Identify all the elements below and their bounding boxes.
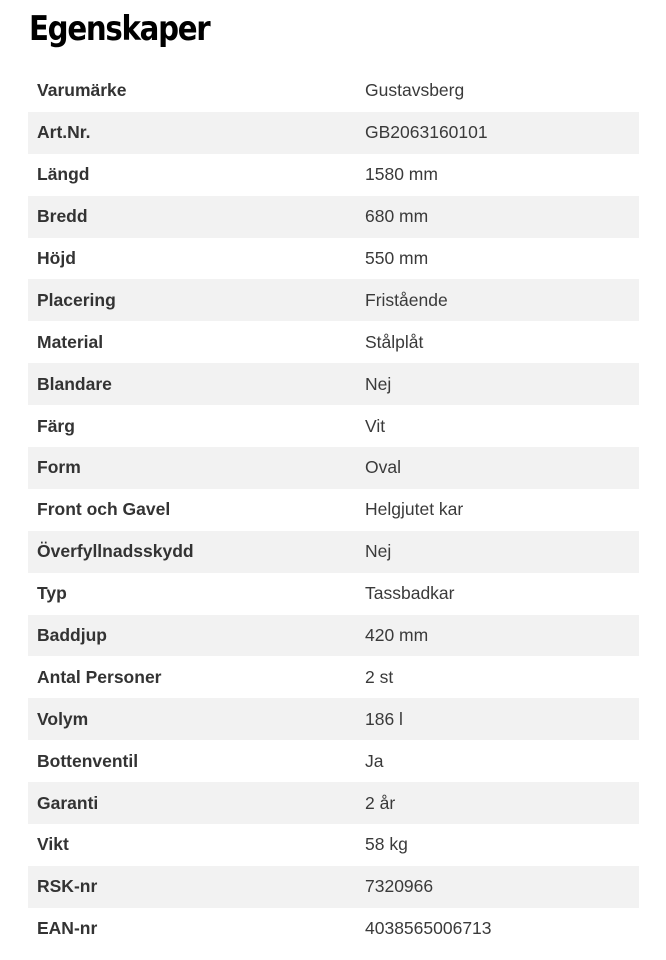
property-label: Art.Nr.	[37, 122, 91, 143]
property-value: GB2063160101	[365, 122, 488, 143]
property-label: Överfyllnadsskydd	[37, 541, 194, 562]
property-label: Höjd	[37, 248, 76, 268]
property-value: 7320966	[365, 876, 434, 897]
table-row	[28, 112, 639, 154]
property-value: Ja	[365, 750, 384, 771]
property-value: 550 mm	[365, 248, 429, 268]
property-value: Tassbadkar	[365, 583, 455, 604]
table-row	[28, 405, 639, 447]
table-row	[28, 573, 639, 615]
property-value: 1580 mm	[365, 164, 438, 185]
table-row	[28, 447, 639, 489]
property-label: Front och Gavel	[37, 499, 171, 520]
property-value: Helgjutet kar	[365, 499, 464, 520]
property-label: Material	[37, 331, 104, 352]
property-label: Form	[37, 457, 81, 478]
table-row	[28, 740, 639, 782]
property-label: Färg	[37, 415, 75, 436]
table-row	[28, 615, 639, 657]
property-label: Bottenventil	[37, 750, 139, 771]
property-value: Nej	[365, 373, 392, 394]
properties-table-body	[28, 70, 639, 950]
property-value: Oval	[365, 457, 401, 478]
table-row	[28, 782, 639, 824]
property-label: Blandare	[37, 373, 112, 394]
table-row	[28, 238, 639, 280]
property-value: 420 mm	[365, 625, 429, 646]
property-value: Gustavsberg	[365, 80, 465, 101]
table-row	[28, 489, 639, 531]
table-row	[28, 698, 639, 740]
property-label: Baddjup	[37, 625, 107, 646]
property-label: Typ	[37, 583, 67, 604]
property-value: 58 kg	[365, 834, 408, 855]
property-label: EAN-nr	[37, 918, 98, 939]
property-value: Nej	[365, 541, 392, 562]
page-title: Egenskaper	[29, 9, 210, 49]
table-row	[28, 321, 639, 363]
table-row	[28, 154, 639, 196]
table-row	[28, 531, 639, 573]
property-value: 4038565006713	[365, 918, 492, 939]
table-row	[28, 908, 639, 950]
table-row	[28, 363, 639, 405]
property-value: Vit	[365, 415, 386, 436]
properties-table	[28, 70, 639, 950]
property-value: 2 år	[365, 792, 396, 813]
property-label: Längd	[37, 164, 90, 185]
property-label: Placering	[37, 289, 116, 310]
table-row	[28, 656, 639, 698]
property-label: RSK-nr	[37, 876, 98, 897]
property-value: 186 l	[365, 708, 403, 729]
table-row	[28, 279, 639, 321]
property-label: Bredd	[37, 206, 88, 227]
property-label: Varumärke	[37, 80, 127, 101]
property-value: Fristående	[365, 289, 448, 310]
table-row	[28, 196, 639, 238]
table-row	[28, 824, 639, 866]
property-label: Garanti	[37, 792, 99, 813]
property-label: Volym	[37, 708, 89, 729]
table-row	[28, 70, 639, 112]
property-label: Antal Personer	[37, 666, 162, 687]
property-value: Stålplåt	[365, 331, 424, 352]
property-value: 680 mm	[365, 206, 429, 227]
property-value: 2 st	[365, 666, 394, 687]
table-row	[28, 866, 639, 908]
property-label: Vikt	[37, 834, 69, 855]
